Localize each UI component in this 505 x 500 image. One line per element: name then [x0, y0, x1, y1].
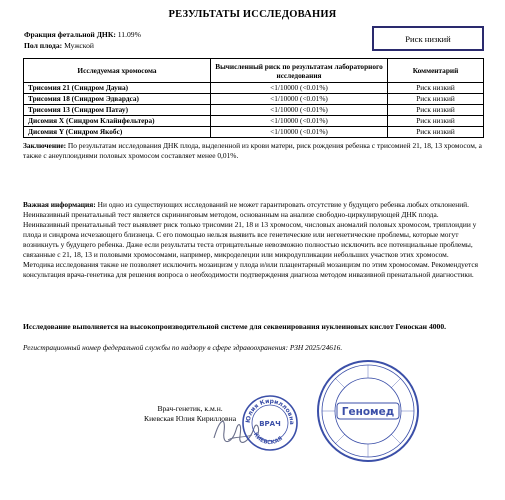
risk-cell: <1/10000 (<0.01%) [211, 105, 388, 116]
company-stamp-text: Геномед [341, 406, 395, 418]
important-paragraph-2: Неинвазивный пренатальный тест выявляет риск только трисомии 21, 18 и 13 хромосом, числовых аномалий половых хромосом, триплоидии у плода и синдрома исчезающего близнеца. С его помощью нельзя выявить все генетические или негенетические проблемы, которые могут возникнуть у будущего ребенка. Даже если результаты теста отрицательные невозможно полностью исключить все потенциальные проблемы, связанные с 21, 18, 13 и половыми хромосомами, например, микроделеции или микродупликации небольших участков этих хромосом. [23, 220, 477, 259]
signer-name: Киевская Юлия Кирилловна [144, 414, 237, 423]
comment-cell: Риск низкий [388, 83, 484, 94]
chromosome-cell: Трисомия 18 (Синдром Эдвардса) [24, 94, 211, 105]
conclusion-text: По результатам исследования ДНК плода, выделенной из крови матери, риск рождения ребенка с трисомией 21, 18, 13 хромосом, а также с анеуплоидиями половых хромосом составляет менее 0,01%. [23, 141, 482, 160]
registration-number: Регистрационный номер федеральной службы по надзору в сфере здравоохранения: РЗН 2025/24616. [23, 343, 343, 352]
results-table [23, 58, 484, 138]
fetal-fraction-label: Фракция фетальной ДНК: [24, 30, 116, 39]
column-header-comment: Комментарий [388, 59, 484, 83]
conclusion-label: Заключение: [23, 141, 67, 150]
chromosome-cell: Трисомия 13 (Синдром Патау) [24, 105, 211, 116]
risk-cell: <1/10000 (<0.01%) [211, 83, 388, 94]
risk-cell: <1/10000 (<0.01%) [211, 127, 388, 138]
risk-cell: <1/10000 (<0.01%) [211, 94, 388, 105]
table-row [24, 116, 484, 127]
personal-stamp-image [240, 393, 300, 453]
fetal-fraction-value: 11.09% [117, 30, 141, 39]
comment-cell: Риск низкий [388, 94, 484, 105]
sample-meta [24, 29, 141, 51]
table-row [24, 83, 484, 94]
comment-cell: Риск низкий [388, 105, 484, 116]
fetal-fraction-row [24, 29, 141, 40]
signer-title: Врач-генетик, к.м.н. [157, 404, 223, 413]
comment-cell: Риск низкий [388, 127, 484, 138]
fetal-sex-row [24, 40, 141, 51]
important-intro: Ни одно из существующих исследований не может гарантировать отсутствие у будущего ребенка любых отклонений. Неинвазивный пренатальный тест является скрининговым методом, основанным на анализе свободно-циркулирующей ДНК плода. [23, 200, 469, 219]
chromosome-cell: Трисомия 21 (Синдром Дауна) [24, 83, 211, 94]
conclusion-paragraph [23, 141, 485, 161]
stamp-text-bottom: КИЕВСКАЯ [251, 431, 285, 447]
column-header-risk: Вычисленный риск по результатам лабораторного исследования [211, 59, 388, 83]
table-row [24, 105, 484, 116]
comment-cell: Риск низкий [388, 116, 484, 127]
stamp-text-mid: ВРАЧ [259, 420, 281, 428]
sequencing-statement: Исследование выполняется на высокопроизводительной системе для секвенирования нуклеиновых кислот Геноскан 4000. [23, 322, 447, 331]
important-label: Важная информация: [23, 200, 96, 209]
fetal-sex-label: Пол плода: [24, 41, 63, 50]
stamp-text-top: Юлия Кирилловна [244, 397, 296, 425]
chromosome-cell: Дисомия Y (Синдром Якобс) [24, 127, 211, 138]
risk-cell: <1/10000 (<0.01%) [211, 116, 388, 127]
page-title: РЕЗУЛЬТАТЫ ИССЛЕДОВАНИЯ [168, 9, 337, 20]
important-info-section [23, 200, 485, 280]
svg-text:КИЕВСКАЯ [252, 432, 284, 446]
company-stamp-image [315, 358, 421, 464]
table-row [24, 94, 484, 105]
important-paragraph-3: Методика исследования также не позволяет исключить мозаицизм у плода и/или плацентарный мозаицизм по этим хромосомам. Рекомендуется консультация врача-генетика для решения вопроса о необходимости подтверждения диагноза методом инвазивной пренатальной диагностики. [23, 260, 479, 279]
column-header-chromosome: Исследуемая хромосома [24, 59, 211, 83]
fetal-sex-value: Мужской [64, 41, 94, 50]
chromosome-cell: Дисомия X (Синдром Клайнфельтера) [24, 116, 211, 127]
table-header-row [24, 59, 484, 83]
table-row [24, 127, 484, 138]
overall-risk-badge: Риск низкий [372, 26, 484, 51]
